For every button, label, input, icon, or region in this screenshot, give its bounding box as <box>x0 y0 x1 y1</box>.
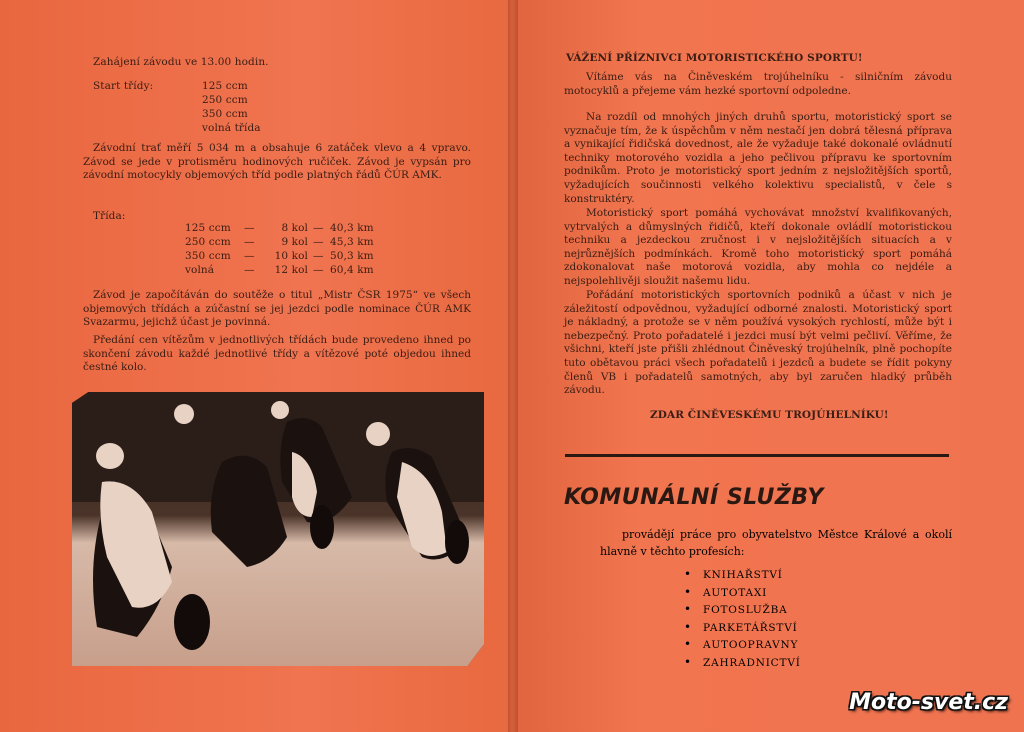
advert-text: provádějí práce pro obyvatelstvo Městce Králové a okolí hlavně v těchto profesích: <box>600 528 952 558</box>
table-cell-class: 250 ccm <box>185 236 231 248</box>
start-class: volná třída <box>202 122 261 134</box>
closing-slogan: ZDAR ČINĚVESKÉMU TROJÚHELNÍKU! <box>650 409 889 421</box>
table-cell-dash: — <box>313 264 324 276</box>
list-item: • ZAHRADNICTVÍ <box>686 654 801 672</box>
list-item: • PARKETÁŘSTVÍ <box>686 619 801 637</box>
table-cell-dash: — <box>244 264 255 276</box>
table-cell-laps: 10 kol <box>274 250 308 262</box>
table-cell-class: 350 ccm <box>185 250 231 262</box>
track-paragraph: Závodní trať měří 5 034 m a obsahuje 6 zatáček vlevo a 4 vpravo. Závod se jede v protisměru hodinových ručiček. Závod je vypsán pro závodní motocykly objemových tříd podle platných řádů ČÚR AMK. <box>83 142 471 182</box>
welcome-heading: VÁŽENÍ PŘÍZNIVCI MOTORISTICKÉHO SPORTU! <box>566 52 863 64</box>
table-cell-distance: 60,4 km <box>330 264 374 276</box>
start-class: 350 ccm <box>202 108 248 120</box>
championship-paragraph: Závod je započítáván do soutěže o titul „Mistr ČSR 1975“ ve všech objemových třídách a zúčastní se jej jezdci podle nominace ČÚR AMK Svazarmu, jejichž účast je povinná. <box>83 289 471 329</box>
start-classes-label: Start třídy: <box>93 80 154 92</box>
list-item: • FOTOSLUŽBA <box>686 601 801 619</box>
table-cell-dash: — <box>244 236 255 248</box>
table-cell-dash: — <box>244 250 255 262</box>
table-cell-class: volná <box>185 264 215 276</box>
site-watermark: Moto-svet.cz <box>849 690 1008 715</box>
class-label: Třída: <box>93 210 126 222</box>
table-cell-dash: — <box>313 236 324 248</box>
awards-paragraph: Předání cen vítězům v jednotlivých třídách bude provedeno ihned po skončení závodu každé jednotlivé třídy a vítězové poté objedou ihned čestné kolo. <box>83 334 471 374</box>
list-item: • AUTOTAXI <box>686 584 801 602</box>
table-cell-dash: — <box>244 222 255 234</box>
table-cell-distance: 45,3 km <box>330 236 374 248</box>
race-photo <box>72 392 484 666</box>
table-cell-laps: 9 kol <box>281 236 308 248</box>
table-cell-class: 125 ccm <box>185 222 231 234</box>
list-item: • KNIHAŘSTVÍ <box>686 566 801 584</box>
organization-paragraph: Pořádání motoristických sportovních podniků a účast v nich je záležitostí odpovědnou, vyžadující odborné znalosti. Motoristický sport je nákladný, a protože se v něm používá vysokých rychlostí, může být i nebezpečný. Proto pořadatelé i jezdci musí být velmi pečliví. Věříme, že všichni, kteří jste přišli zhlédnout Činěveský trojúhelník, plně pochopíte tuto obětavou práci všech pořadatelů i jezdců a budete se řídit pokyny členů VB i pořadatelů samotných, aby byl zaručen hladký průběh závodu. <box>564 289 952 397</box>
page-fold <box>508 0 518 732</box>
start-class: 250 ccm <box>202 94 248 106</box>
start-class: 125 ccm <box>202 80 248 92</box>
sport-paragraph: Na rozdíl od mnohých jiných druhů sportu, motoristický sport se vyznačuje tím, že k úspěchům v něm nestačí jen dobrá tělesná příprava a vynikající řidičská dovednost, ale že vyžaduje také dokonalé ovládnutí techniky motorového vozidla a jeho pečlivou přípravu ke sportovním podnikům. Proto je motoristický sport jedním z nejsložitějších sportů, vyžadujících součinnosti velkého kolektivu specialistů, v čele s konstruktéry. <box>564 111 952 205</box>
table-cell-dash: — <box>313 222 324 234</box>
education-paragraph: Motoristický sport pomáhá vychovávat množství kvalifikovaných, vytrvalých a důmyslných řidičů, kteří dokonale ovládlí motoristickou techniku a jezdeckou zručnost i v nejsložitějších situacích a v nejrůznějších podmínkách. Kromě toho motoristický sport pomáhá zdokonalovat naše motorová vozidla, aby mohla co nejdéle a nejspolehlivěji sloužit našemu lidu. <box>564 207 952 287</box>
start-time: Zahájení závodu ve 13.00 hodin. <box>93 56 269 68</box>
table-cell-laps: 8 kol <box>281 222 308 234</box>
table-cell-laps: 12 kol <box>274 264 308 276</box>
list-item: • AUTOOPRAVNY <box>686 636 801 654</box>
professions-list <box>686 566 801 672</box>
table-cell-dash: — <box>313 250 324 262</box>
section-divider <box>565 454 949 457</box>
welcome-paragraph: Vítáme vás na Činěveském trojúhelníku - silničním závodu motocyklů a přejeme vám hezké sportovní odpoledne. <box>564 71 952 97</box>
table-cell-distance: 50,3 km <box>330 250 374 262</box>
table-cell-distance: 40,3 km <box>330 222 374 234</box>
advert-title: KOMUNÁLNÍ SLUŽBY <box>564 485 824 510</box>
